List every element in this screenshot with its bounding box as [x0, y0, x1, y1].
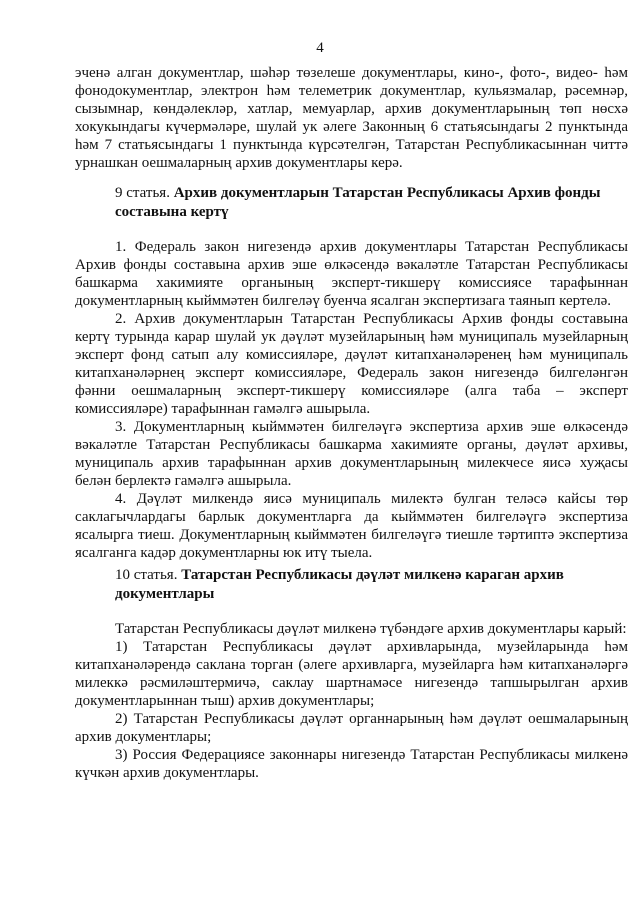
article-9-heading — [115, 184, 628, 222]
list-item: 1) Татарстан Республикасы дәүләт архивларында, музейларында һәм китапханәләрендә саклана торган (әлеге архивларга, музейларга һәм китапханәләргә милеккә рәсмиләштермичә, саклау шартнамәсе нигезендә тапшырылган архив документларыннан тыш) архив документлары; — [75, 639, 628, 709]
paragraph: 3. Документларның кыйммәтен билгеләүгә экспертиза архив эше өлкәсендә вәкаләтле Татарстан Республикасы башкарма хакимияте органы, дәүләт архивы, муниципаль архив тарафыннан архив документларының милекчесе яисә хуҗасы белән берлектә гамәлгә ашырыла. — [75, 419, 628, 489]
continuation-text — [75, 64, 628, 172]
page-number: 4 — [316, 40, 324, 56]
paragraph: эченә алган документлар, шәһәр төзелеше документлары, кино-, фото-, видео- һәм фонодокументлар, электрон һәм телеметрик документлар, кульязмалар, рәсемнәр, сызымнар, көндәлекләр, хатлар, мемуарлар, архив документларының төп нөсхә хокукындагы күчермәләре, шулай ук әлеге Законның 6 статьясындагы 2 пунктында һәм 7 статьясындагы 1 пунктында күрсәтелгән, Татарстан Республикасыннан читтә урнашкан оешмаларның архив документлары керә. — [75, 65, 628, 171]
article-10-body — [75, 620, 628, 782]
article-9-number: 9 статья. — [115, 185, 170, 201]
article-10-title: Татарстан Республикасы дәүләт милкенә караган архив документлары — [115, 567, 564, 602]
article-9-title: Архив документларын Татарстан Республикасы Архив фонды составына кертү — [115, 185, 601, 220]
paragraph: 4. Дәүләт милкендә яисә муниципаль милектә булган теләсә кайсы төр саклагычлардагы барлык документларга да кыйммәтен билгеләүгә экспертиза ясалырга тиеш. Документларның кыйммәтен билгеләүгә тиешле тәртиптә экспертиза ясалганга кадәр документларны юк итү тыела. — [75, 491, 628, 561]
article-10-heading — [115, 566, 628, 604]
article-9-body — [75, 238, 628, 562]
list-item: 2) Татарстан Республикасы дәүләт органнарының һәм дәүләт оешмаларының архив документлары; — [75, 711, 628, 745]
paragraph: 1. Федераль закон нигезендә архив документлары Татарстан Республикасы Архив фонды составына архив эше өлкәсендә вәкаләтле Татарстан Республикасы башкарма хакимияте органының эксперт-тикшерү комиссиясе тарафыннан документларның кыйммәтен билгеләү буенча ясалган экспертизага таянып кертелә. — [75, 239, 628, 309]
list-item: 3) Россия Федерациясе законнары нигезендә Татарстан Республикасы милкенә күчкән архив документлары. — [75, 747, 628, 781]
article-10-number: 10 статья. — [115, 567, 178, 583]
paragraph: Татарстан Республикасы дәүләт милкенә түбәндәге архив документлары карый: — [115, 621, 627, 637]
paragraph: 2. Архив документларын Татарстан Республикасы Архив фонды составына кертү турында карар шулай ук дәүләт музейларының һәм муниципаль музейларның эксперт фонд сатып алу комиссияләре, дәүләт китапханәләренең һәм муниципаль китапханәләрнең эксперт комиссияләре, Федераль закон нигезендә билгеләнгән фәнни оешмаларның эксперт-тикшерү комиссияләре (алга таба – эксперт комиссияләре) тарафыннан гамәлгә ашырыла. — [75, 311, 628, 417]
